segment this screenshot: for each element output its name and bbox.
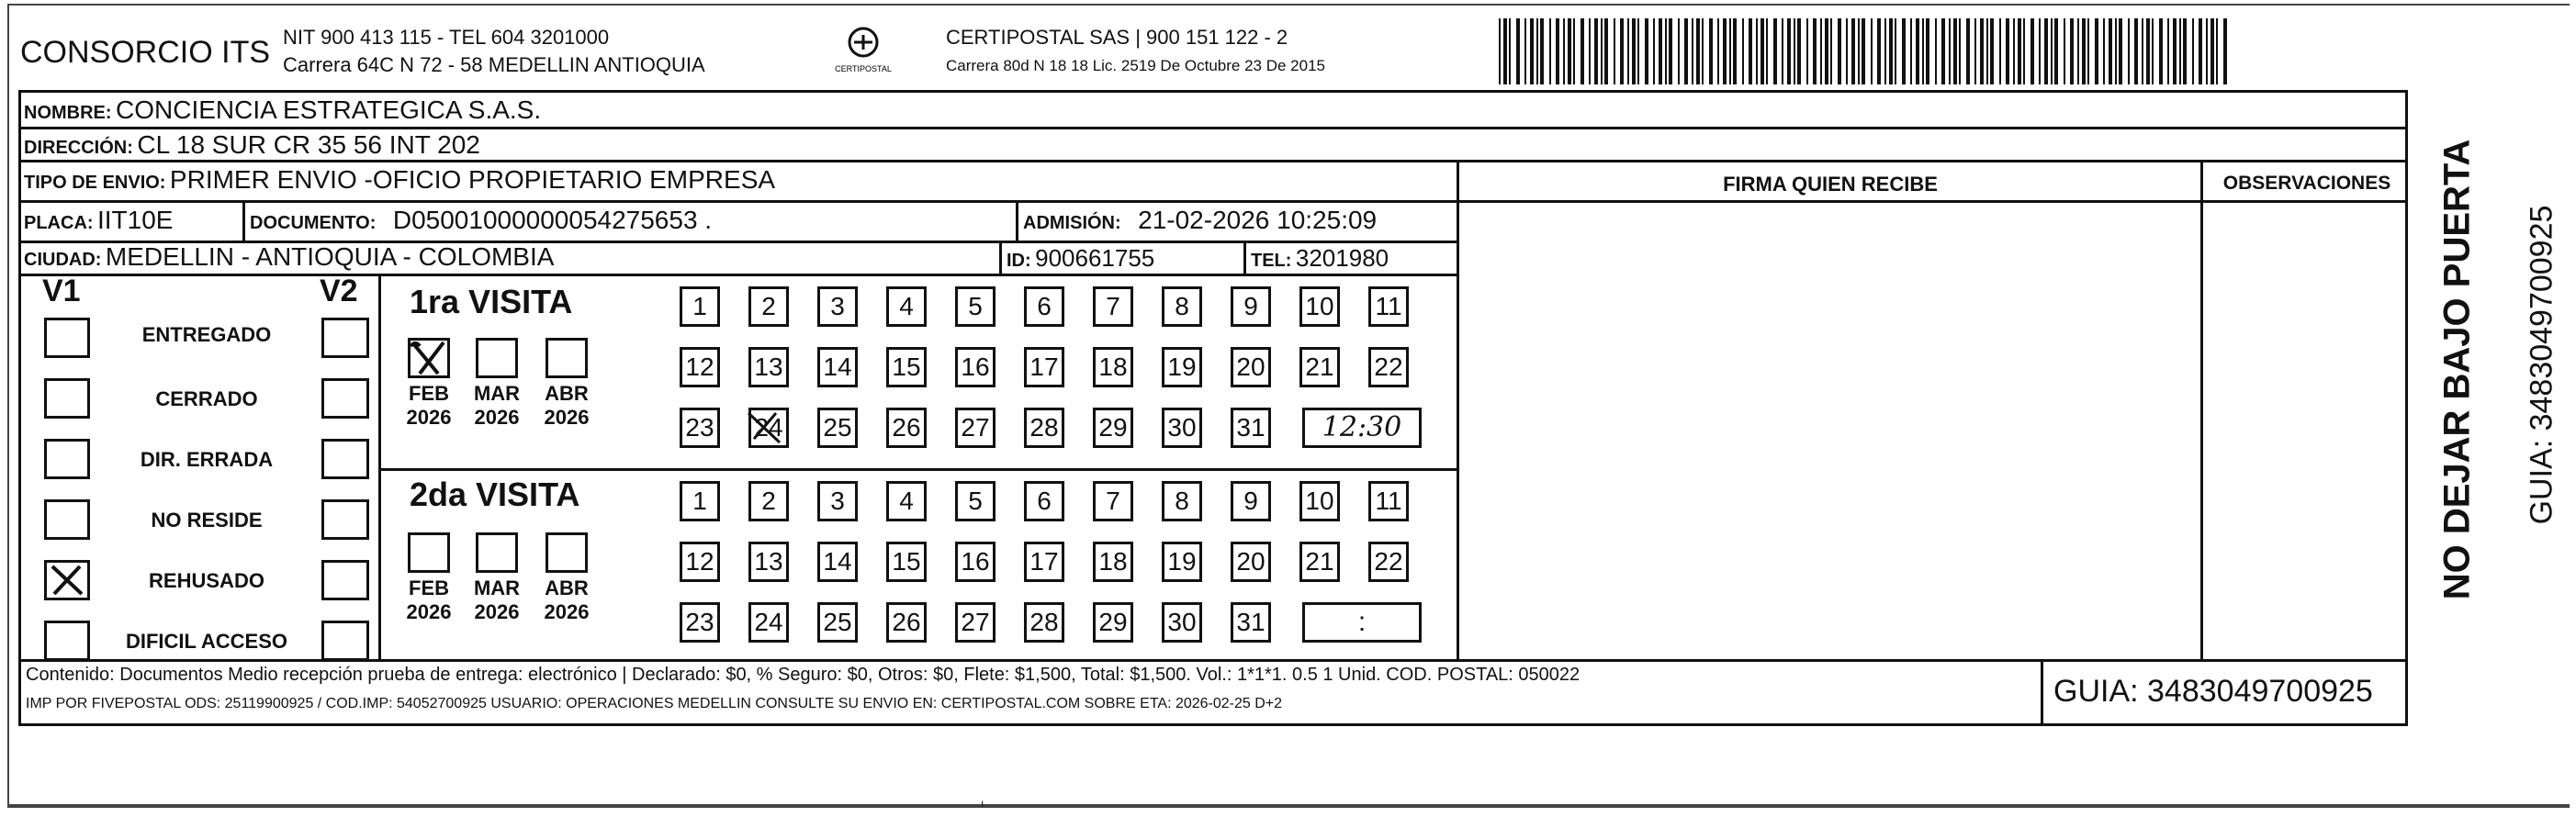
day-box[interactable]: 29 (1093, 602, 1133, 643)
day-box[interactable]: 1 (680, 286, 720, 327)
day-box[interactable]: 2 (748, 286, 789, 327)
barcode-bar (1877, 18, 1881, 84)
barcode-bar (1953, 18, 1957, 84)
barcode-bar (1709, 18, 1713, 84)
v2-checkbox[interactable] (321, 439, 369, 479)
vline (2041, 659, 2043, 726)
v1-checkbox[interactable] (44, 560, 90, 600)
barcode-bar (1632, 18, 1636, 84)
day-box[interactable]: 30 (1162, 602, 1202, 643)
barcode-bar (1902, 18, 1906, 84)
day-box[interactable]: 27 (955, 408, 996, 448)
bottom-edge (7, 804, 2570, 808)
day-box[interactable]: 10 (1299, 286, 1340, 327)
direccion-label: DIRECCIÓN: (24, 138, 133, 158)
day-box[interactable]: 13 (748, 347, 789, 387)
day-box[interactable]: 29 (1093, 408, 1133, 448)
barcode-bar (2109, 18, 2112, 84)
day-box[interactable]: 16 (955, 542, 996, 582)
month-label: ABR (545, 382, 589, 405)
day-box[interactable]: 3 (817, 481, 858, 521)
vline (242, 200, 245, 242)
barcode-bar (2119, 18, 2122, 84)
documento-label: DOCUMENTO: (250, 213, 377, 233)
footer-guia: GUIA: 3483049700925 (2053, 674, 2373, 709)
barcode-bar (2030, 18, 2034, 84)
day-box[interactable]: 8 (1162, 481, 1202, 521)
day-box[interactable]: 12 (680, 347, 720, 387)
barcode-bar (2173, 18, 2177, 84)
barcode-bar (2006, 18, 2009, 84)
day-box[interactable]: 23 (680, 408, 720, 448)
barcode-bar (1604, 18, 1608, 84)
barcode-bar (1999, 18, 2001, 84)
observaciones-header: OBSERVACIONES (2222, 173, 2391, 194)
barcode-bar (1838, 18, 1841, 84)
company-nit: NIT 900 413 115 - TEL 604 3201000 (283, 26, 610, 49)
barcode-bar (1530, 18, 1534, 84)
barcode-bar (1503, 18, 1507, 84)
barcode-bar (1594, 18, 1598, 84)
month-checkbox[interactable] (476, 532, 518, 573)
day-box[interactable]: 24 (748, 602, 789, 643)
barcode-bar (2082, 18, 2086, 84)
barcode-bar (1895, 18, 1896, 84)
v2-checkbox[interactable] (321, 318, 369, 358)
barcode-bar (2077, 18, 2079, 84)
barcode-bar (1563, 18, 1565, 84)
day-box[interactable]: 15 (886, 347, 927, 387)
left-edge (7, 4, 9, 806)
hline (18, 659, 2408, 662)
day-box[interactable]: 9 (1231, 481, 1271, 521)
barcode-bar (2152, 18, 2154, 84)
day-box[interactable]: 16 (955, 347, 996, 387)
year-label: 2026 (544, 600, 590, 623)
day-box[interactable]: 31 (1231, 602, 1271, 643)
vline (2200, 160, 2203, 661)
day-box[interactable]: 28 (1024, 408, 1064, 448)
side-text (2406, 119, 2559, 633)
status-label: DIR. ERRADA (140, 448, 274, 471)
day-box[interactable]: 2 (748, 481, 789, 521)
side-guia-text: GUIA: 3483049700925 (2524, 205, 2559, 525)
barcode-bar (2064, 18, 2065, 84)
day-box[interactable]: 3 (817, 286, 858, 327)
month-checkbox[interactable] (408, 338, 450, 378)
barcode-bar (1959, 18, 1961, 84)
barcode-bar (2146, 18, 2150, 84)
placa-value: IIT10E (97, 206, 174, 234)
day-box[interactable]: 9 (1231, 286, 1271, 327)
barcode-bar (2159, 18, 2163, 84)
month-checkbox[interactable] (546, 532, 588, 573)
nombre-field (24, 95, 541, 125)
barcode-bar (2223, 18, 2227, 84)
day-box[interactable]: 13 (748, 542, 789, 582)
barcode-bar (1717, 18, 1719, 84)
month-checkbox[interactable] (408, 532, 450, 573)
barcode-bar (2013, 18, 2015, 84)
v1-checkbox[interactable] (44, 439, 90, 479)
barcode-bar (1889, 18, 1893, 84)
barcode-bar (2142, 18, 2143, 84)
tipo-label: TIPO DE ENVIO: (24, 173, 166, 193)
vline (1457, 160, 1459, 661)
barcode-bar (2134, 18, 2138, 84)
tel-label: TEL: (1251, 251, 1292, 271)
firma-header: FIRMA QUIEN RECIBE (1723, 173, 1938, 196)
year-label: 2026 (406, 600, 452, 623)
status-label: NO RESIDE (151, 509, 263, 532)
barcode-bar (2087, 18, 2089, 84)
ciudad-label: CIUDAD: (24, 250, 102, 270)
barcode-bar (1499, 18, 1501, 84)
barcode-bar (1797, 18, 1801, 84)
barcode-bar (2179, 18, 2181, 84)
tel-value: 3201980 (1295, 244, 1389, 272)
barcode-bar (1729, 18, 1731, 84)
barcode-bar (1916, 18, 1919, 84)
barcode-bar (1524, 18, 1526, 84)
barcode-bar (1862, 18, 1865, 84)
day-box[interactable]: 26 (886, 408, 927, 448)
tel-field (1251, 244, 1389, 273)
barcode-bar (2167, 18, 2169, 84)
month-label: MAR (473, 382, 521, 405)
day-box[interactable]: 11 (1368, 481, 1409, 521)
day-box[interactable]: 7 (1093, 481, 1133, 521)
barcode-bar (1794, 18, 1795, 84)
barcode-bar (1813, 18, 1817, 84)
barcode-bar (1659, 18, 1662, 84)
barcode-bar (2210, 18, 2214, 84)
day-box[interactable]: 21 (1299, 542, 1340, 582)
barcode-bar (1980, 18, 1984, 84)
day-box[interactable]: 21 (1299, 347, 1340, 387)
barcode-bar (1702, 18, 1704, 84)
time-box[interactable]: : (1302, 602, 1422, 643)
month-label: FEB (409, 576, 449, 599)
barcode-bar (1684, 18, 1688, 84)
day-box[interactable]: 31 (1231, 408, 1271, 448)
year-label: 2026 (544, 406, 590, 429)
barcode-bar (1787, 18, 1791, 84)
day-box[interactable]: 19 (1162, 347, 1202, 387)
status-label: REHUSADO (149, 569, 264, 592)
id-label: ID: (1007, 251, 1031, 271)
month-checkbox[interactable] (546, 338, 588, 378)
status-label: DIFICIL ACCESO (125, 630, 287, 653)
v2-checkbox[interactable] (321, 560, 369, 600)
first-visit-title: 1ra VISITA (410, 283, 573, 320)
day-box[interactable]: 17 (1024, 347, 1064, 387)
barcode-bar (2095, 18, 2098, 84)
month-label: FEB (409, 382, 449, 405)
barcode-bar (1620, 18, 1624, 84)
v1-checkbox[interactable] (44, 621, 90, 661)
barcode-bar (1858, 18, 1860, 84)
documento-value: D05001000000054275653 . (392, 206, 713, 234)
barcode-bar (1782, 18, 1783, 84)
barcode-bar (2183, 18, 2187, 84)
vline (999, 241, 1002, 275)
barcode-bar (1760, 18, 1764, 84)
barcode-bar (2103, 18, 2105, 84)
barcode-bar (2115, 18, 2117, 84)
barcode-bar (1580, 18, 1584, 84)
barcode-bar (1573, 18, 1575, 84)
barcode-bar (1742, 18, 1744, 84)
day-box[interactable]: 11 (1368, 286, 1409, 327)
barcode-bar (1568, 18, 1571, 84)
day-box[interactable]: 25 (817, 408, 858, 448)
barcode-bar (1678, 18, 1680, 84)
day-box[interactable]: 18 (1093, 542, 1133, 582)
day-box[interactable]: 22 (1368, 347, 1409, 387)
barcode-bar (1509, 18, 1511, 84)
barcode-bar (2199, 18, 2202, 84)
barcode-bar (2206, 18, 2208, 84)
barcode-bar (2044, 18, 2048, 84)
barcode-bar (1820, 18, 1822, 84)
day-box[interactable]: 5 (955, 481, 996, 521)
barcode-bar (2192, 18, 2194, 84)
status-label: CERRADO (155, 387, 258, 410)
ciudad-field (24, 242, 554, 272)
day-box[interactable]: 23 (680, 602, 720, 643)
barcode-bar (2051, 18, 2053, 84)
nombre-value: CONCIENCIA ESTRATEGICA S.A.S. (116, 95, 542, 124)
vline (1016, 200, 1018, 242)
barcode-bar (1723, 18, 1727, 84)
barcode-bar (1692, 18, 1693, 84)
courier-name: CERTIPOSTAL SAS | 900 151 122 - 2 (946, 26, 1288, 49)
top-edge (7, 4, 2570, 6)
barcode-bar (1540, 18, 1544, 84)
barcode-bar (2018, 18, 2021, 84)
v1-checkbox[interactable] (44, 318, 90, 358)
barcode-bar (1653, 18, 1655, 84)
day-box[interactable]: 27 (955, 602, 996, 643)
certipostal-logo (827, 24, 900, 79)
vline (1243, 241, 1246, 275)
day-box[interactable]: 18 (1093, 347, 1133, 387)
day-box[interactable]: 4 (886, 286, 927, 327)
barcode-bar (1766, 18, 1768, 84)
barcode-bar (1949, 18, 1951, 84)
day-box[interactable]: 24 (748, 408, 789, 448)
day-box[interactable]: 14 (817, 347, 858, 387)
day-box[interactable]: 8 (1162, 286, 1202, 327)
barcode-bar (2039, 18, 2041, 84)
hline (378, 468, 1458, 471)
barcode-bar (1637, 18, 1639, 84)
barcode-bar (2070, 18, 2074, 84)
barcode-bar (2054, 18, 2058, 84)
barcode-bar (1990, 18, 1994, 84)
barcode-bar (2128, 18, 2130, 84)
barcode-bar (1825, 18, 1828, 84)
time-box[interactable]: 12:30 (1302, 408, 1422, 448)
barcode-bar (1756, 18, 1758, 84)
barcode-bar (1614, 18, 1615, 84)
barcode-bar (1556, 18, 1559, 84)
day-box[interactable]: 7 (1093, 286, 1133, 327)
day-box[interactable]: 10 (1299, 481, 1340, 521)
barcode-bar (1589, 18, 1591, 84)
v1-checkbox[interactable] (44, 378, 90, 419)
day-box[interactable]: 26 (886, 602, 927, 643)
barcode-bar (1696, 18, 1700, 84)
month-label: MAR (473, 576, 521, 599)
v2-label: V2 (320, 274, 358, 308)
day-box[interactable]: 20 (1231, 542, 1271, 582)
barcode-bar (1926, 18, 1929, 84)
v1-checkbox[interactable] (44, 499, 90, 540)
barcode-bar (1884, 18, 1886, 84)
company-address: Carrera 64C N 72 - 58 MEDELLIN ANTIOQUIA (283, 53, 705, 76)
page-mark: ı (981, 797, 984, 810)
documento-field (250, 206, 712, 235)
barcode-bar (1645, 18, 1648, 84)
day-box[interactable]: 19 (1162, 542, 1202, 582)
barcode-bar (1922, 18, 1924, 84)
barcode-bar (1871, 18, 1873, 84)
barcode-bar (2023, 18, 2025, 84)
day-box[interactable]: 22 (1368, 542, 1409, 582)
barcode-bar (1669, 18, 1672, 84)
id-value: 900661755 (1035, 244, 1155, 272)
company-name: CONSORCIO ITS (20, 35, 271, 70)
direccion-value: CL 18 SUR CR 35 56 INT 202 (137, 130, 480, 159)
hline (18, 160, 2408, 162)
day-box[interactable]: 1 (680, 481, 720, 521)
hline (1457, 200, 2408, 203)
footer-contenido: Contenido: Documentos Medio recepción prueba de entrega: electrónico | Declarado: $0, % Seguro: $0, Otros: $0, Flete: $1,500, Total: $1,500. Vol.: 1*1*1. 0.5 1 Unid. COD. POSTAL: 050022 (26, 665, 1580, 685)
month-label: ABR (545, 576, 589, 599)
barcode-bar (1966, 18, 1970, 84)
day-box[interactable]: 17 (1024, 542, 1064, 582)
day-box[interactable]: 6 (1024, 481, 1064, 521)
barcode-bar (1733, 18, 1737, 84)
no-dejar-text: NO DEJAR BAJO PUERTA (2436, 139, 2478, 600)
barcode-bar (1974, 18, 1976, 84)
barcode-bar (1549, 18, 1551, 84)
barcode-bar (2216, 18, 2218, 84)
v1-label: V1 (42, 274, 81, 308)
v2-checkbox[interactable] (321, 621, 369, 661)
day-box[interactable]: 20 (1231, 347, 1271, 387)
admision-field (1023, 206, 1377, 235)
day-box[interactable]: 28 (1024, 602, 1064, 643)
month-checkbox[interactable] (476, 338, 518, 378)
barcode-bar (1536, 18, 1538, 84)
day-box[interactable]: 15 (886, 542, 927, 582)
barcode-bar (1986, 18, 1988, 84)
year-label: 2026 (474, 600, 520, 623)
nombre-label: NOMBRE: (24, 103, 112, 123)
barcode-bar (1846, 18, 1848, 84)
day-box[interactable]: 25 (817, 602, 858, 643)
hline (18, 127, 2408, 129)
barcode-bar (1830, 18, 1832, 84)
barcode-bar (1806, 18, 1808, 84)
admision-label: ADMISIÓN: (1023, 213, 1121, 233)
svg-text:CERTIPOSTAL: CERTIPOSTAL (835, 64, 892, 73)
barcode-bar (1601, 18, 1603, 84)
day-box[interactable]: 5 (955, 286, 996, 327)
v2-checkbox[interactable] (321, 378, 369, 419)
v2-checkbox[interactable] (321, 499, 369, 540)
barcode-bar (1935, 18, 1937, 84)
id-field (1007, 244, 1154, 273)
day-box[interactable]: 4 (886, 481, 927, 521)
direccion-field (24, 130, 480, 160)
barcode-bar (1851, 18, 1855, 84)
ciudad-value: MEDELLIN - ANTIOQUIA - COLOMBIA (105, 242, 555, 271)
tipo-value: PRIMER ENVIO -OFICIO PROPIETARIO EMPRESA (169, 165, 776, 194)
placa-field (24, 206, 173, 235)
admision-value: 21-02-2026 10:25:09 (1138, 206, 1378, 234)
barcode (1499, 18, 2232, 84)
hline (378, 274, 1458, 276)
day-box[interactable]: 6 (1024, 286, 1064, 327)
footer-imp: IMP POR FIVEPOSTAL ODS: 25119900925 / COD.IMP: 54052700925 USUARIO: OPERACIONES MEDELLIN CONSULTE SU ENVIO EN: CERTIPOSTAL.COM SOBRE ETA: 2026-02-25 D+2 (26, 696, 1283, 711)
second-visit-title: 2da VISITA (410, 476, 580, 513)
barcode-bar (1773, 18, 1777, 84)
year-label: 2026 (474, 406, 520, 429)
barcode-bar (1665, 18, 1667, 84)
status-label: ENTREGADO (141, 323, 272, 346)
placa-label: PLACA: (24, 213, 94, 233)
day-box[interactable]: 30 (1162, 408, 1202, 448)
courier-address: Carrera 80d N 18 18 Lic. 2519 De Octubre 23 De 2015 (946, 57, 1325, 74)
barcode-bar (1910, 18, 1912, 84)
barcode-bar (1627, 18, 1629, 84)
year-label: 2026 (406, 406, 452, 429)
barcode-bar (1749, 18, 1752, 84)
tipo-field (24, 165, 775, 195)
day-box[interactable]: 14 (817, 542, 858, 582)
vline (378, 274, 381, 659)
day-box[interactable]: 12 (680, 542, 720, 582)
barcode-bar (1941, 18, 1945, 84)
barcode-bar (1516, 18, 1520, 84)
